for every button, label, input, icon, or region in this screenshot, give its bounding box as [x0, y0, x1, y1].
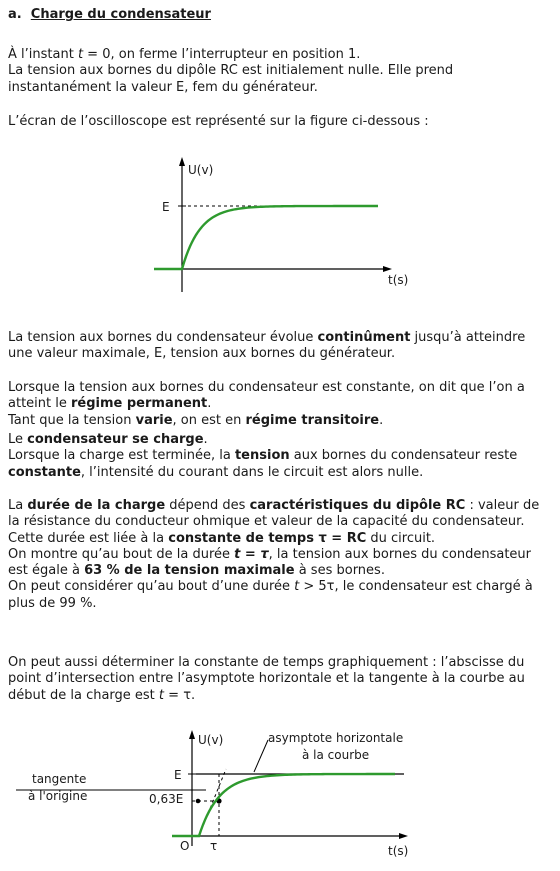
tau-label: τ	[210, 839, 218, 853]
text-run: , l’intensité du courant dans le circuit est alors nulle.	[80, 464, 424, 480]
text-run: dépend des	[165, 498, 250, 513]
text-run: La	[8, 498, 28, 513]
text-run-bold: régime transitoire	[245, 412, 380, 428]
text-run: On peut aussi déterminer la constante de temps graphiquement : l’abscisse du point d’intersection entre l’asymptote horizontale et la tangente à la courbe au début de la charge est	[8, 655, 525, 703]
asymptote-label-line2: à la courbe	[302, 748, 370, 762]
text-run-bold: constante	[8, 464, 81, 480]
text-run: La tension aux bornes du dipôle RC est initialement nulle. Elle prend instantanément la valeur E, fem du générateur.	[8, 63, 454, 95]
y063-label: 0,63E	[149, 792, 184, 806]
text-run: On montre qu’au bout de la durée	[8, 546, 235, 562]
x-axis-arrow-icon	[383, 266, 392, 272]
text-run: jusqu’à atteindre une valeur maximale, E, tension aux bornes du générateur.	[8, 330, 526, 362]
text-run: Le	[8, 432, 28, 447]
text-run: Lorsque la charge est terminée, la	[8, 448, 235, 464]
text-run-bold: caractéristiques du dipôle RC	[249, 498, 466, 513]
text-run: aux bornes du condensateur reste	[289, 448, 518, 464]
y-axis-label: U(v)	[198, 733, 224, 747]
figure-charge-curve	[146, 160, 409, 310]
text-run-bold: 63 % de la tension maximale	[84, 563, 295, 579]
text-run: , la tension aux bornes du condensateur est égale à	[8, 546, 532, 579]
section-letter: a.	[8, 7, 22, 22]
text-run: .	[379, 412, 384, 428]
e-label: E	[174, 768, 182, 782]
asymptote-pointer-line	[254, 740, 268, 772]
paragraph-charge	[8, 432, 548, 481]
text-run-bold: constante de temps τ = RC	[168, 530, 367, 546]
text-run-bold: régime permanent	[70, 396, 208, 412]
x-axis-label: t(s)	[388, 273, 409, 287]
origin-label: O	[180, 839, 190, 853]
paragraph-evolution	[8, 330, 548, 363]
x-axis-arrow-icon	[399, 833, 408, 839]
tangent-label-line2: à l'origine	[28, 789, 88, 803]
text-run: à ses bornes.	[294, 563, 385, 579]
paragraph-graphical	[8, 655, 548, 704]
y063-point	[196, 799, 201, 804]
paragraph-oscilloscope: L’écran de l’oscilloscope est représenté sur la figure ci-dessous :	[8, 114, 429, 129]
text-run-italic: t	[294, 579, 300, 595]
text-run: .	[203, 432, 208, 447]
x-axis-label: t(s)	[388, 844, 409, 858]
text-run: La tension aux bornes du condensateur évolue	[8, 330, 318, 345]
text-run: = τ.	[164, 687, 196, 703]
y-axis-label: U(v)	[188, 163, 214, 177]
text-run-bold: varie	[135, 412, 173, 428]
text-run-bold: tension	[234, 448, 290, 464]
text-run: .	[207, 396, 212, 412]
text-run: À l’instant	[8, 47, 78, 62]
text-run-italic: t	[77, 47, 84, 62]
charge-curve	[172, 774, 395, 836]
text-run: : valeur de la résistance du conducteur ohmique et valeur de la capacité du condensateur.	[8, 498, 540, 530]
tangent-label-line1: tangente	[32, 772, 87, 786]
text-run: , on est en	[172, 412, 246, 428]
text-run: Lorsque la tension aux bornes du condensateur est constante, on dit que l’on a atteint le	[8, 380, 525, 412]
text-run-bold: continûment	[317, 330, 411, 345]
text-run: Cette durée est liée à la	[8, 530, 169, 546]
text-run: > 5τ, le condensateur est chargé à plus de 99 %.	[8, 579, 533, 611]
text-run-bold: condensateur se charge	[27, 432, 204, 447]
figure-tau-determination	[6, 728, 409, 868]
charge-curve	[154, 206, 378, 269]
paragraph-regimes	[8, 380, 548, 429]
asymptote-label-line1: asymptote horizontale	[268, 731, 404, 745]
section-title: Charge du condensateur	[30, 7, 211, 22]
text-run-italic: t	[158, 687, 165, 703]
y-axis-arrow-icon	[179, 157, 185, 166]
text-run-bold-italic: t = τ	[234, 546, 269, 562]
text-run: On peut considérer qu’au bout d’une durée	[8, 579, 295, 595]
text-run: Tant que la tension	[8, 412, 136, 428]
e-label: E	[162, 200, 170, 214]
text-run-bold: durée de la charge	[27, 498, 166, 513]
paragraph-intro	[8, 47, 548, 96]
section-heading	[8, 7, 211, 22]
text-run: = 0, on ferme l’interrupteur en position 1.	[83, 47, 361, 62]
text-run: du circuit.	[366, 530, 436, 546]
y-axis-arrow-icon	[189, 730, 195, 739]
paragraph-duration	[8, 498, 548, 612]
